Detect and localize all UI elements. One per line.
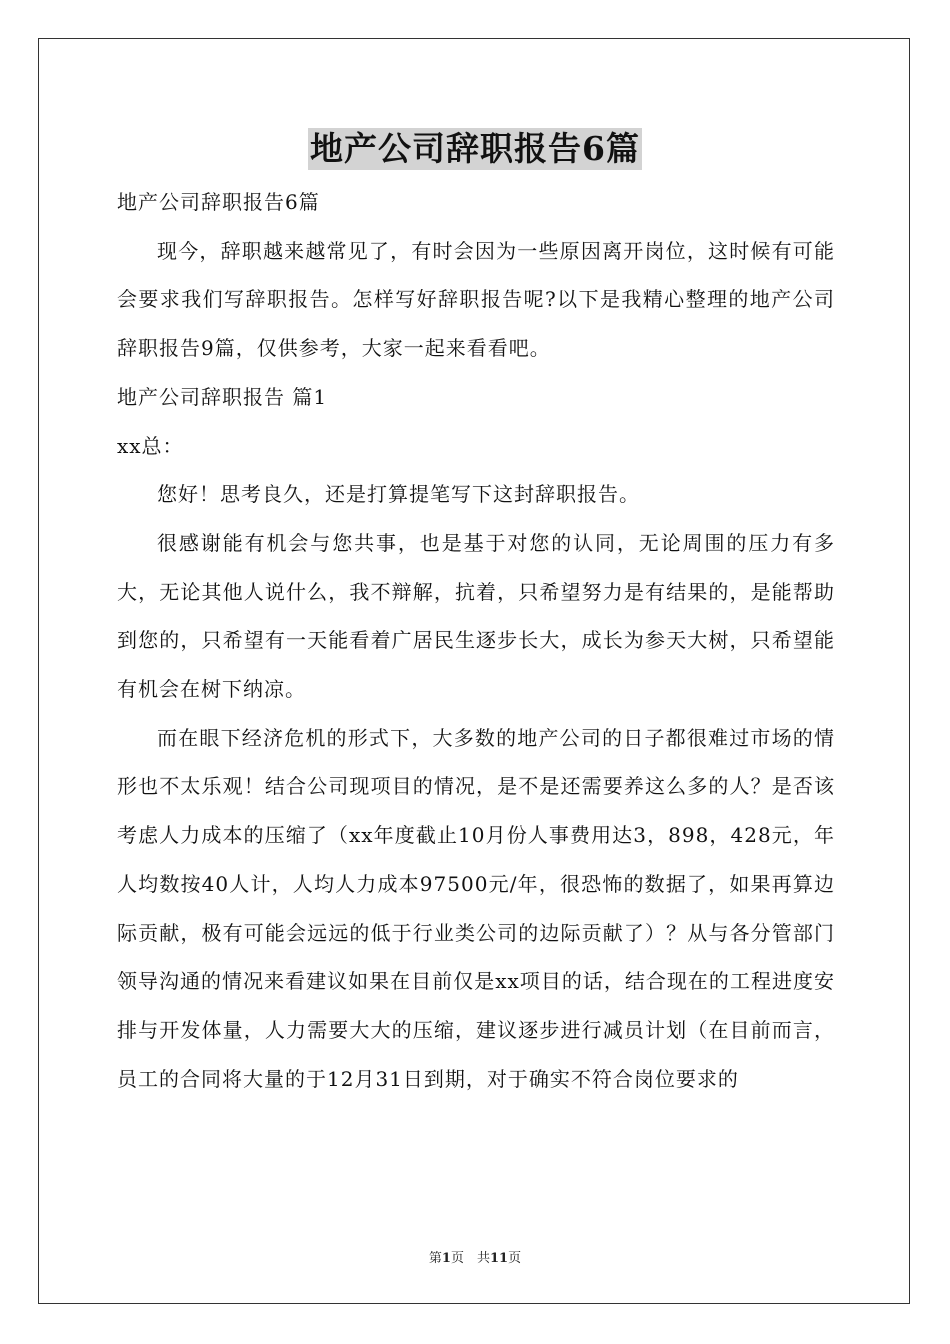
page-number-suffix: 页 xyxy=(508,1251,522,1266)
body-paragraph: 很感谢能有机会与您共事，也是基于对您的认同，无论周围的压力有多大，无论其他人说什么，我不辩解，抗着，只希望努力是有结果的，是能帮助到您的，只希望有一天能看着广居民生逐步长大，成长为参天大树，只希望能有机会在树下纳凉。 xyxy=(117,530,835,702)
page-number-total: 11 xyxy=(489,1251,509,1266)
section-heading: 地产公司辞职报告 篇1 xyxy=(117,384,328,409)
document-title: 地产公司辞职报告6篇 xyxy=(310,129,640,168)
page-number-mid: 页 共 xyxy=(450,1251,490,1266)
page-number-prefix: 第 xyxy=(428,1251,442,1266)
document-title-wrap xyxy=(0,128,950,170)
subtitle-line: 地产公司辞职报告6篇 xyxy=(117,190,320,214)
page-footer xyxy=(0,1247,950,1266)
intro-paragraph: 现今，辞职越来越常见了，有时会因为一些原因离开岗位，这时候有可能会要求我们写辞职报告。怎样写好辞职报告呢?以下是我精心整理的地产公司辞职报告9篇，仅供参考，大家一起来看看吧。 xyxy=(117,238,835,361)
body-paragraph: 而在眼下经济危机的形式下，大多数的地产公司的日子都很难过市场的情形也不太乐观！结合公司现项目的情况，是不是还需要养这么多的人？是否该考虑人力成本的压缩了（xx年度截止10月份人事费用达3，898，428元，年人均数按40人计，人均人力成本97500元/年，很恐怖的数据了，如果再算边际贡献，极有可能会远远的低于行业类公司的边际贡献了）？从与各分管部门领导沟通的情况来看建议如果在目前仅是xx项目的话，结合现在的工程进度安排与开发体量，人力需要大大的压缩，建议逐步进行减员计划（在目前而言，员工的合同将大量的于12月31日到期，对于确实不符合岗位要求的 xyxy=(117,725,835,1091)
body-paragraph: 您好！思考良久，还是打算提笔写下这封辞职报告。 xyxy=(157,482,640,507)
page-number-current: 1 xyxy=(441,1251,451,1266)
document-body xyxy=(117,178,835,1103)
salutation: xx总： xyxy=(117,433,184,458)
